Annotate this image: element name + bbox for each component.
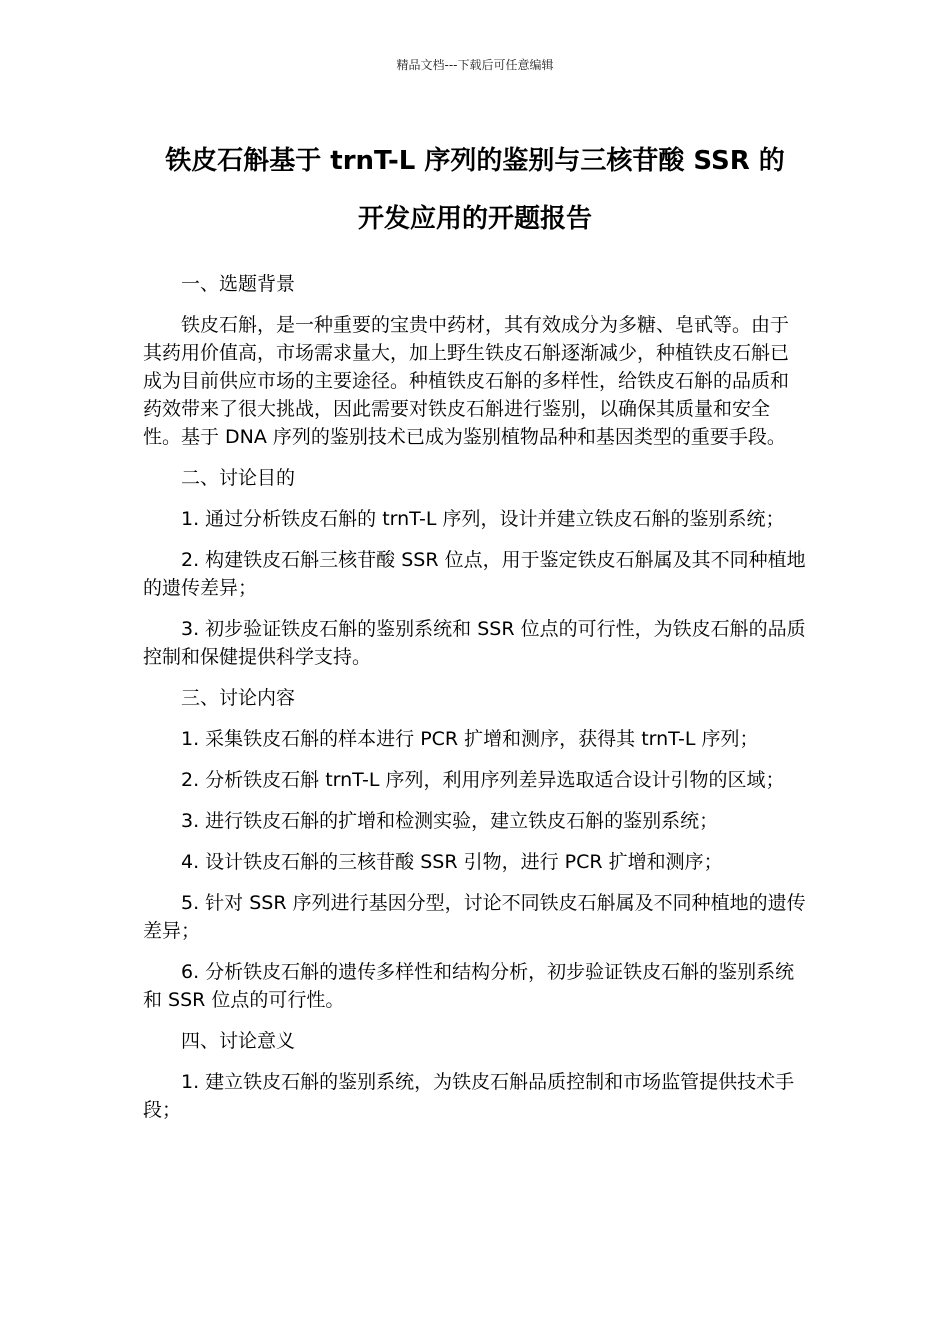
content-item: 2. 分析铁皮石斛 trnT-L 序列，利用序列差异选取适合设计引物的区域；	[181, 769, 785, 791]
document-body	[143, 270, 807, 1137]
content-item: 4. 设计铁皮石斛的三核苷酸 SSR 引物，进行 PCR 扩增和测序；	[181, 851, 723, 873]
document-title	[130, 132, 820, 248]
title-line-1: 铁皮石斛基于 trnT-L 序列的鉴别与三核苷酸 SSR 的	[165, 146, 785, 176]
section-heading-significance: 四、讨论意义	[181, 1030, 296, 1052]
title-line-2: 开发应用的开题报告	[357, 204, 592, 234]
section-heading-background: 一、选题背景	[181, 273, 296, 295]
section-heading-content: 三、讨论内容	[181, 687, 296, 709]
content-item: 3. 进行铁皮石斛的扩增和检测实验，建立铁皮石斛的鉴别系统；	[181, 810, 719, 832]
header-note: 精品文档---下载后可任意编辑	[396, 58, 554, 72]
significance-item: 1. 建立铁皮石斛的鉴别系统，为铁皮石斛品质控制和市场监管提供技术手段；	[143, 1071, 795, 1121]
content-item: 5. 针对 SSR 序列进行基因分型，讨论不同铁皮石斛属及不同种植地的遗传差异；	[143, 892, 806, 942]
purpose-item: 2. 构建铁皮石斛三核苷酸 SSR 位点，用于鉴定铁皮石斛属及其不同种植地的遗传差异；	[143, 549, 806, 599]
section-heading-purpose: 二、讨论目的	[181, 467, 296, 489]
purpose-item: 1. 通过分析铁皮石斛的 trnT-L 序列，设计并建立铁皮石斛的鉴别系统；	[181, 508, 785, 530]
purpose-item: 3. 初步验证铁皮石斛的鉴别系统和 SSR 位点的可行性，为铁皮石斛的品质控制和保健提供科学支持。	[143, 618, 806, 668]
background-paragraph: 铁皮石斛，是一种重要的宝贵中药材，其有效成分为多糖、皂甙等。由于其药用价值高，市场需求量大，加上野生铁皮石斛逐渐减少，种植铁皮石斛已成为目前供应市场的主要途径。种植铁皮石斛的多样性，给铁皮石斛的品质和药效带来了很大挑战，因此需要对铁皮石斛进行鉴别，以确保其质量和安全性。基于 DNA 序列的鉴别技术已成为鉴别植物品种和基因类型的重要手段。	[143, 314, 790, 448]
content-item: 1. 采集铁皮石斛的样本进行 PCR 扩增和测序，获得其 trnT-L 序列；	[181, 728, 759, 750]
content-item: 6. 分析铁皮石斛的遗传多样性和结构分析，初步验证铁皮石斛的鉴别系统和 SSR 位点的可行性。	[143, 961, 795, 1011]
